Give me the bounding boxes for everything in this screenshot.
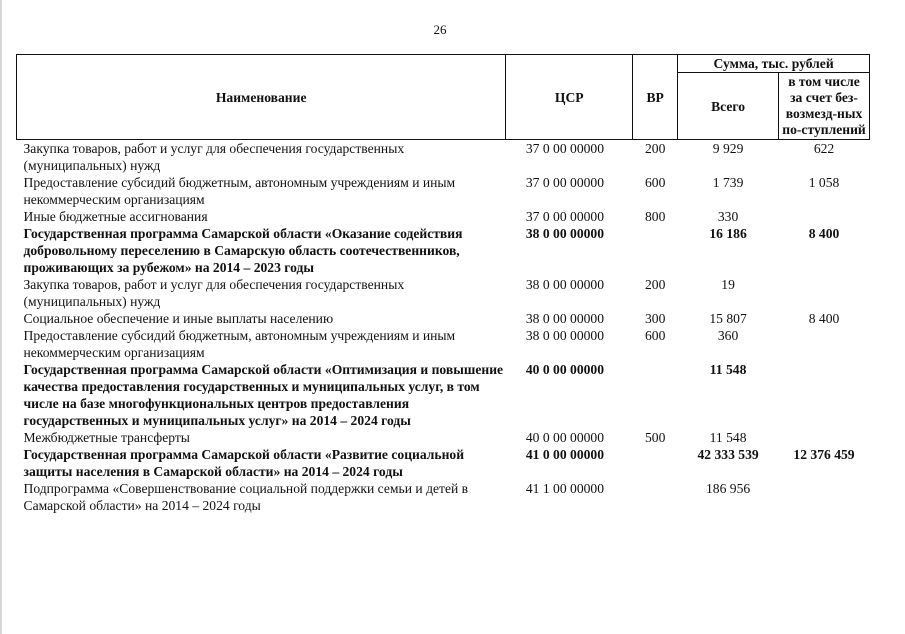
row-csr: 41 0 00 00000 <box>525 447 605 462</box>
row-csr: 40 0 00 00000 <box>525 430 605 445</box>
row-name: Предоставление субсидий бюджетным, автономным учреждениям и иным некоммерческим организациям <box>23 328 456 360</box>
row-total: 11 548 <box>709 362 747 377</box>
budget-table <box>16 54 870 514</box>
row-vr: 200 <box>644 141 666 156</box>
row-free-receipts <box>779 361 870 429</box>
row-csr: 38 0 00 00000 <box>525 311 605 326</box>
header-csr: ЦСР <box>506 55 633 140</box>
row-vr <box>633 361 678 429</box>
table-row <box>17 276 870 310</box>
row-free-receipts <box>779 480 870 514</box>
row-name: Межбюджетные трансферты <box>23 430 190 445</box>
row-name: Предоставление субсидий бюджетным, автономным учреждениям и иным некоммерческим организациям <box>23 175 456 207</box>
table-row <box>17 480 870 514</box>
table-header <box>17 55 870 140</box>
row-vr: 600 <box>644 328 666 343</box>
row-vr: 300 <box>644 311 666 326</box>
row-free-receipts: 8 400 <box>808 226 840 241</box>
row-csr: 37 0 00 00000 <box>525 141 605 156</box>
scan-edge <box>0 0 2 634</box>
row-vr <box>633 446 678 480</box>
row-vr: 500 <box>644 430 666 445</box>
program-row <box>17 225 870 276</box>
row-free-receipts <box>779 208 870 225</box>
row-csr: 38 0 00 00000 <box>525 226 605 241</box>
row-name: Социальное обеспечение и иные выплаты населению <box>23 311 334 326</box>
row-vr: 200 <box>644 277 666 292</box>
row-free-receipts: 1 058 <box>808 175 840 190</box>
row-total: 9 929 <box>712 141 744 156</box>
program-row <box>17 446 870 480</box>
row-vr <box>633 225 678 276</box>
row-name: Государственная программа Самарской области «Оказание содействия добровольному переселению в Самарскую область соотечественников, проживающих за рубежом» на 2014 – 2023 годы <box>23 226 463 275</box>
table-row <box>17 327 870 361</box>
row-name: Закупка товаров, работ и услуг для обеспечения государственных (муниципальных) нужд <box>23 277 405 309</box>
row-total: 19 <box>721 277 735 292</box>
row-free-receipts: 622 <box>813 141 835 156</box>
row-free-receipts: 8 400 <box>808 311 840 326</box>
row-free-receipts: 12 376 459 <box>793 447 855 462</box>
row-free-receipts <box>779 276 870 310</box>
table-row <box>17 208 870 225</box>
row-free-receipts <box>779 327 870 361</box>
row-total: 16 186 <box>709 226 747 241</box>
table-row <box>17 174 870 208</box>
row-total: 186 956 <box>705 481 751 496</box>
table-row <box>17 140 870 175</box>
program-row <box>17 361 870 429</box>
row-csr: 41 1 00 00000 <box>525 481 605 496</box>
row-name: Иные бюджетные ассигнования <box>23 209 208 224</box>
row-vr <box>633 480 678 514</box>
row-csr: 37 0 00 00000 <box>525 175 605 190</box>
header-sum: Сумма, тыс. рублей <box>678 55 870 73</box>
row-total: 11 548 <box>709 430 747 445</box>
table-row <box>17 429 870 446</box>
row-csr: 38 0 00 00000 <box>525 328 605 343</box>
row-vr: 800 <box>644 209 666 224</box>
row-vr: 600 <box>644 175 666 190</box>
header-name: Наименование <box>17 55 506 140</box>
row-name: Подпрограмма «Совершенствование социальной поддержки семьи и детей в Самарской области» на 2014 – 2024 годы <box>23 481 469 513</box>
row-total: 42 333 539 <box>697 447 759 462</box>
row-csr: 40 0 00 00000 <box>525 362 605 377</box>
row-total: 360 <box>717 328 739 343</box>
table-body <box>17 140 870 515</box>
row-name: Государственная программа Самарской области «Оптимизация и повышение качества предоставления государственных и муниципальных услуг, в том числе на базе многофункциональных центров предоставления государственных и муниципальных услуг» на 2014 – 2024 годы <box>23 362 504 428</box>
table-row <box>17 310 870 327</box>
row-total: 330 <box>717 209 739 224</box>
header-vr: ВР <box>633 55 678 140</box>
row-free-receipts <box>779 429 870 446</box>
row-total: 1 739 <box>712 175 744 190</box>
row-csr: 38 0 00 00000 <box>525 277 605 292</box>
row-csr: 37 0 00 00000 <box>525 209 605 224</box>
row-total: 15 807 <box>709 311 747 326</box>
header-total: Всего <box>678 73 779 140</box>
row-name: Государственная программа Самарской области «Развитие социальной защиты населения в Самарской области» на 2014 – 2024 годы <box>23 447 465 479</box>
row-name: Закупка товаров, работ и услуг для обеспечения государственных (муниципальных) нужд <box>23 141 405 173</box>
header-free-receipts: в том числе за счет без-возмезд-ных по-ступлений <box>779 73 870 140</box>
page-number: 26 <box>433 22 447 37</box>
